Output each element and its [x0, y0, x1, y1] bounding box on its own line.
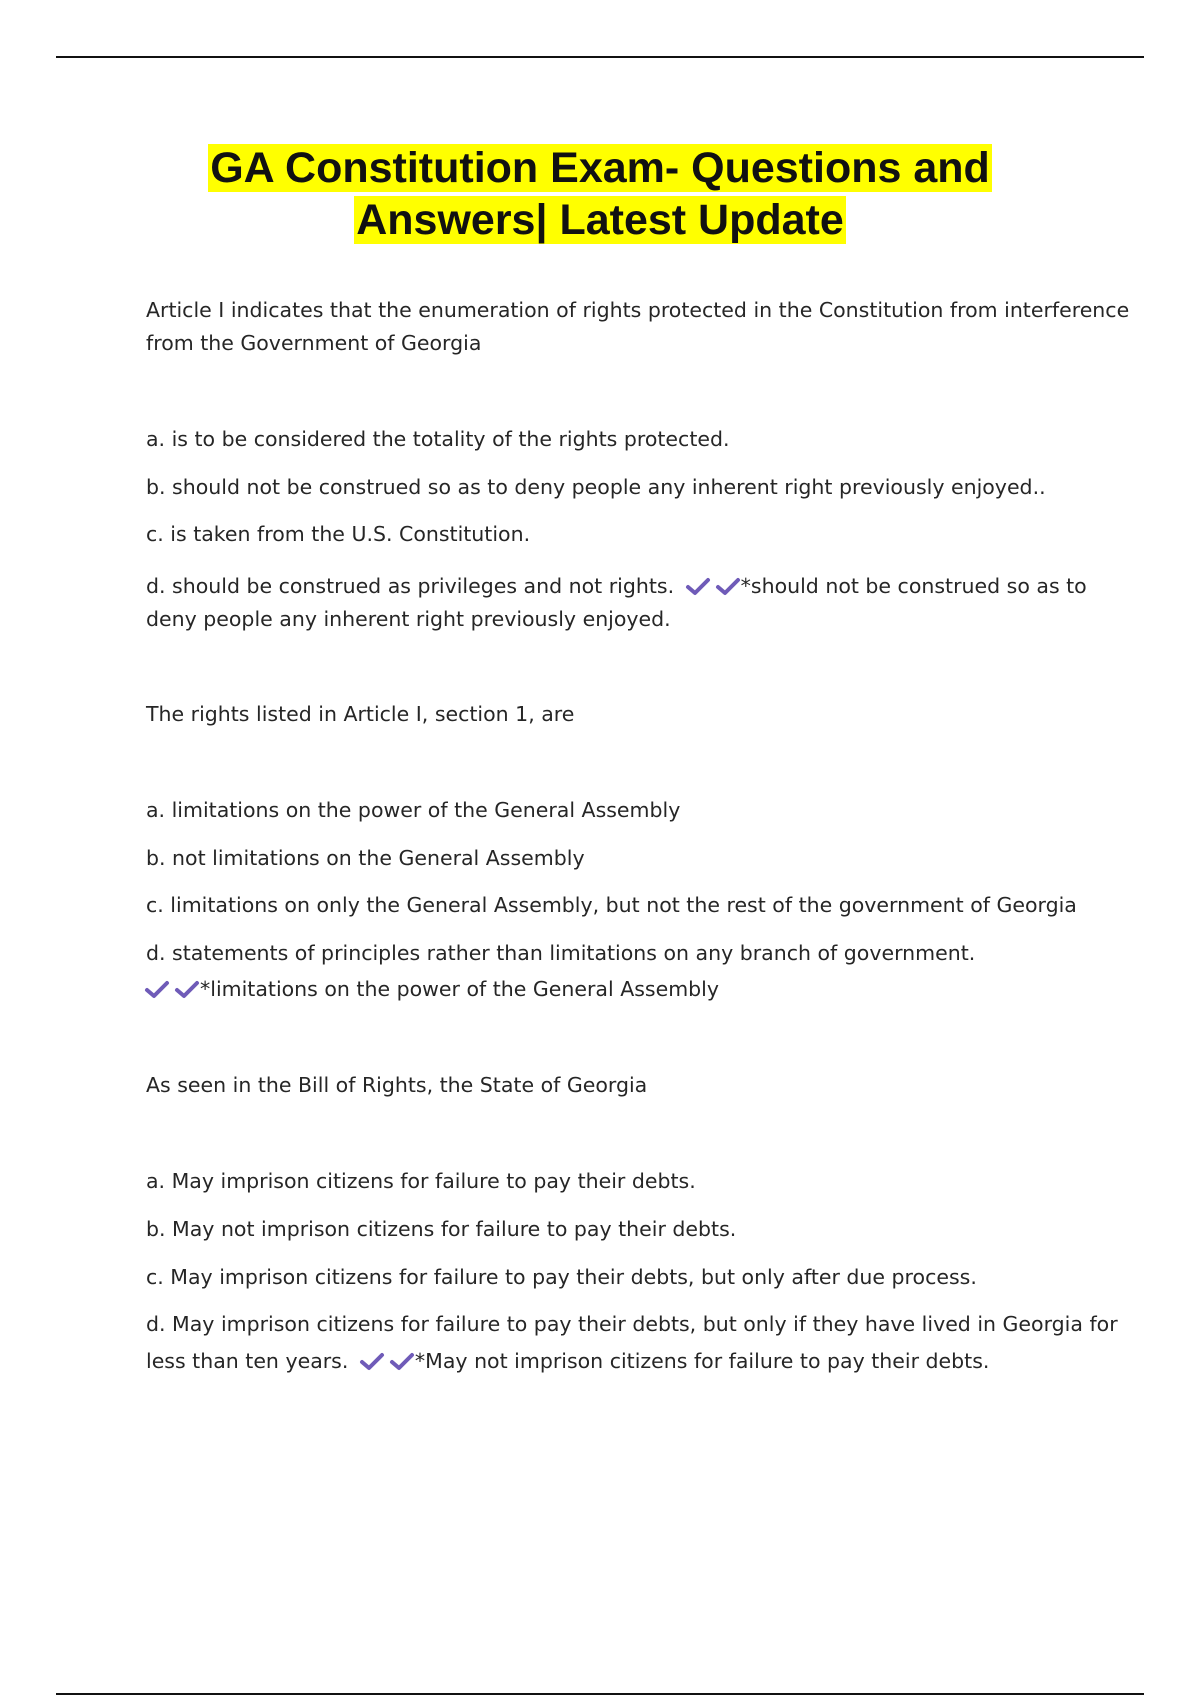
question-2-stem: The rights listed in Article I, section 1, are: [146, 702, 575, 726]
question-2-answer: *limitations on the power of the General Assembly: [200, 977, 720, 1001]
question-2-option-c: c. limitations on only the General Assembly, but not the rest of the government of Georgia: [146, 893, 1077, 917]
question-1-option-c: c. is taken from the U.S. Constitution.: [146, 522, 531, 546]
checkmark-icon: [685, 576, 711, 596]
question-2-option-b: b. not limitations on the General Assembly: [146, 846, 585, 870]
question-1-answer-line-2: deny people any inherent right previously enjoyed.: [146, 607, 671, 631]
question-1-stem-line-2: from the Government of Georgia: [146, 331, 482, 355]
question-2-answer-line: [144, 973, 1104, 1006]
checkmark-icon: [174, 979, 200, 999]
checkmark-icon: [389, 1351, 415, 1371]
top-divider: [56, 56, 1144, 58]
question-3-answer: *May not imprison citizens for failure to pay their debts.: [414, 1349, 990, 1373]
question-3-option-c: c. May imprison citizens for failure to pay their debts, but only after due process.: [146, 1265, 977, 1289]
page-title: [0, 142, 1200, 246]
title-line-2: Answers| Latest Update: [356, 196, 844, 244]
title-line-1: GA Constitution Exam- Questions and: [210, 144, 990, 192]
checkmark-icon: [144, 979, 170, 999]
question-1-answer-line-1: *should not be construed so as to: [740, 574, 1087, 598]
question-3-option-b: b. May not imprison citizens for failure to pay their debts.: [146, 1217, 737, 1241]
bottom-divider: [56, 1693, 1144, 1695]
question-3-option-d-line-2: less than ten years.: [146, 1349, 349, 1373]
question-2-option-d: d. statements of principles rather than limitations on any branch of government.: [146, 941, 976, 965]
question-1-option-d: d. should be construed as privileges and not rights.: [146, 574, 675, 598]
question-1-option-b: b. should not be construed so as to deny people any inherent right previously enjoyed..: [146, 475, 1046, 499]
question-3-option-d: d. May imprison citizens for failure to pay their debts, but only if they have lived in Georgia for: [146, 1312, 1118, 1336]
checkmark-icon: [715, 576, 741, 596]
question-2-option-a: a. limitations on the power of the General Assembly: [146, 798, 681, 822]
checkmark-icon: [359, 1351, 385, 1371]
question-1-option-d-line: [146, 570, 1106, 603]
question-3-stem: As seen in the Bill of Rights, the State of Georgia: [146, 1073, 648, 1097]
question-3-option-a: a. May imprison citizens for failure to pay their debts.: [146, 1169, 696, 1193]
question-1-stem-line-1: Article I indicates that the enumeration of rights protected in the Constitution from interference: [146, 298, 1130, 322]
question-3-option-d-continued: [146, 1345, 1106, 1378]
question-1-option-a: a. is to be considered the totality of the rights protected.: [146, 427, 730, 451]
